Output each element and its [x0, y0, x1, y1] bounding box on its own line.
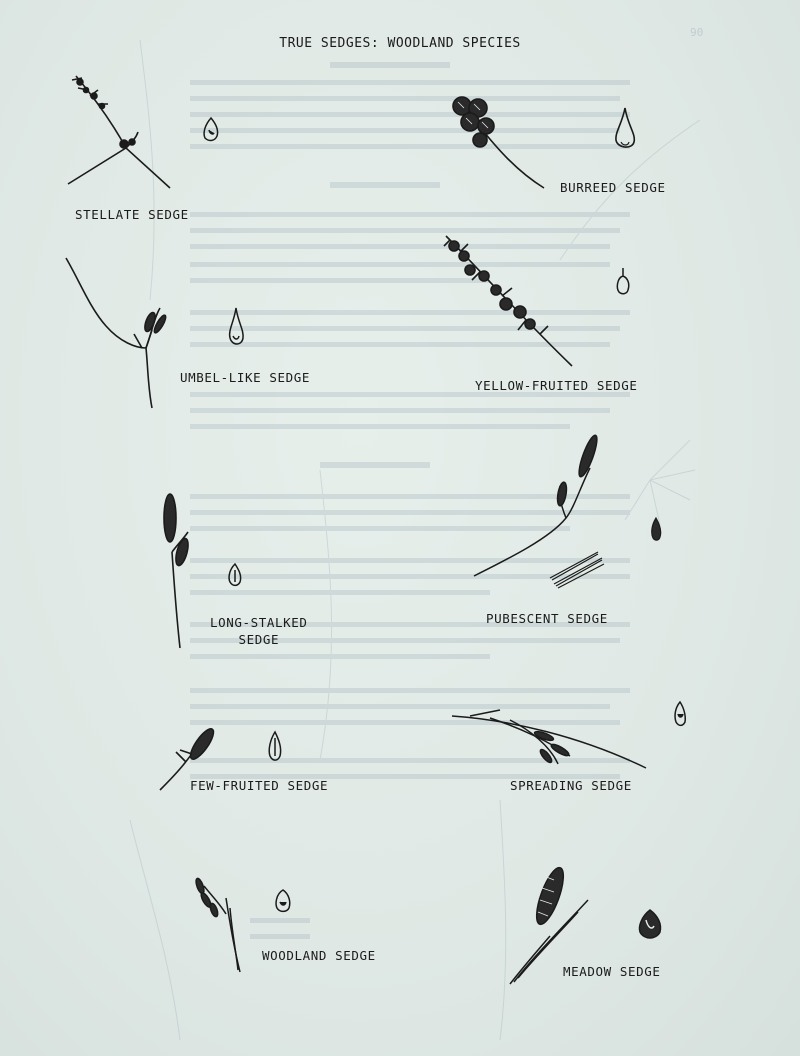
umbel-like-seed-icon: [226, 306, 246, 348]
burreed-seed-icon: [612, 106, 638, 152]
umbel-like-sedge-label: UMBEL-LIKE SEDGE: [180, 370, 311, 385]
woodland-sedge-illustration: [190, 878, 250, 974]
yellow-fruited-seed-icon: [615, 266, 631, 296]
long-stalked-label-line2: SEDGE: [238, 632, 280, 647]
burreed-sedge-label: BURREED SEDGE: [560, 180, 666, 195]
spreading-sedge-label: SPREADING SEDGE: [510, 778, 632, 793]
long-stalked-label-line1: LONG-STALKED: [210, 615, 308, 630]
few-fruited-seed-icon: [267, 730, 283, 764]
stellate-sedge-label: STELLATE SEDGE: [75, 207, 189, 222]
yellow-fruited-sedge-label: YELLOW-FRUITED SEDGE: [475, 378, 638, 393]
burreed-sedge-illustration: [448, 94, 548, 192]
stellate-seed-icon: [201, 116, 221, 142]
few-fruited-sedge-label: FEW-FRUITED SEDGE: [190, 778, 329, 793]
meadow-sedge-label: MEADOW SEDGE: [563, 964, 661, 979]
long-stalked-sedge-illustration: [158, 492, 194, 652]
woodland-seed-icon: [273, 888, 293, 914]
long-stalked-seed-icon: [227, 562, 243, 588]
long-stalked-sedge-label: [210, 614, 308, 648]
spreading-sedge-illustration: [450, 706, 650, 776]
pubescent-sedge-illustration: [470, 428, 610, 588]
spreading-seed-icon: [673, 700, 687, 728]
page-number: 90: [690, 26, 704, 39]
yellow-fruited-sedge-illustration: [440, 230, 580, 370]
meadow-seed-icon: [636, 908, 664, 942]
pubescent-sedge-label: PUBESCENT SEDGE: [486, 611, 608, 626]
pubescent-seed-icon: [649, 516, 663, 542]
page-title: TRUE SEDGES: WOODLAND SPECIES: [279, 36, 521, 51]
woodland-sedge-label: WOODLAND SEDGE: [262, 948, 376, 963]
stellate-sedge-illustration: [62, 72, 182, 192]
umbel-like-sedge-illustration: [62, 252, 172, 412]
